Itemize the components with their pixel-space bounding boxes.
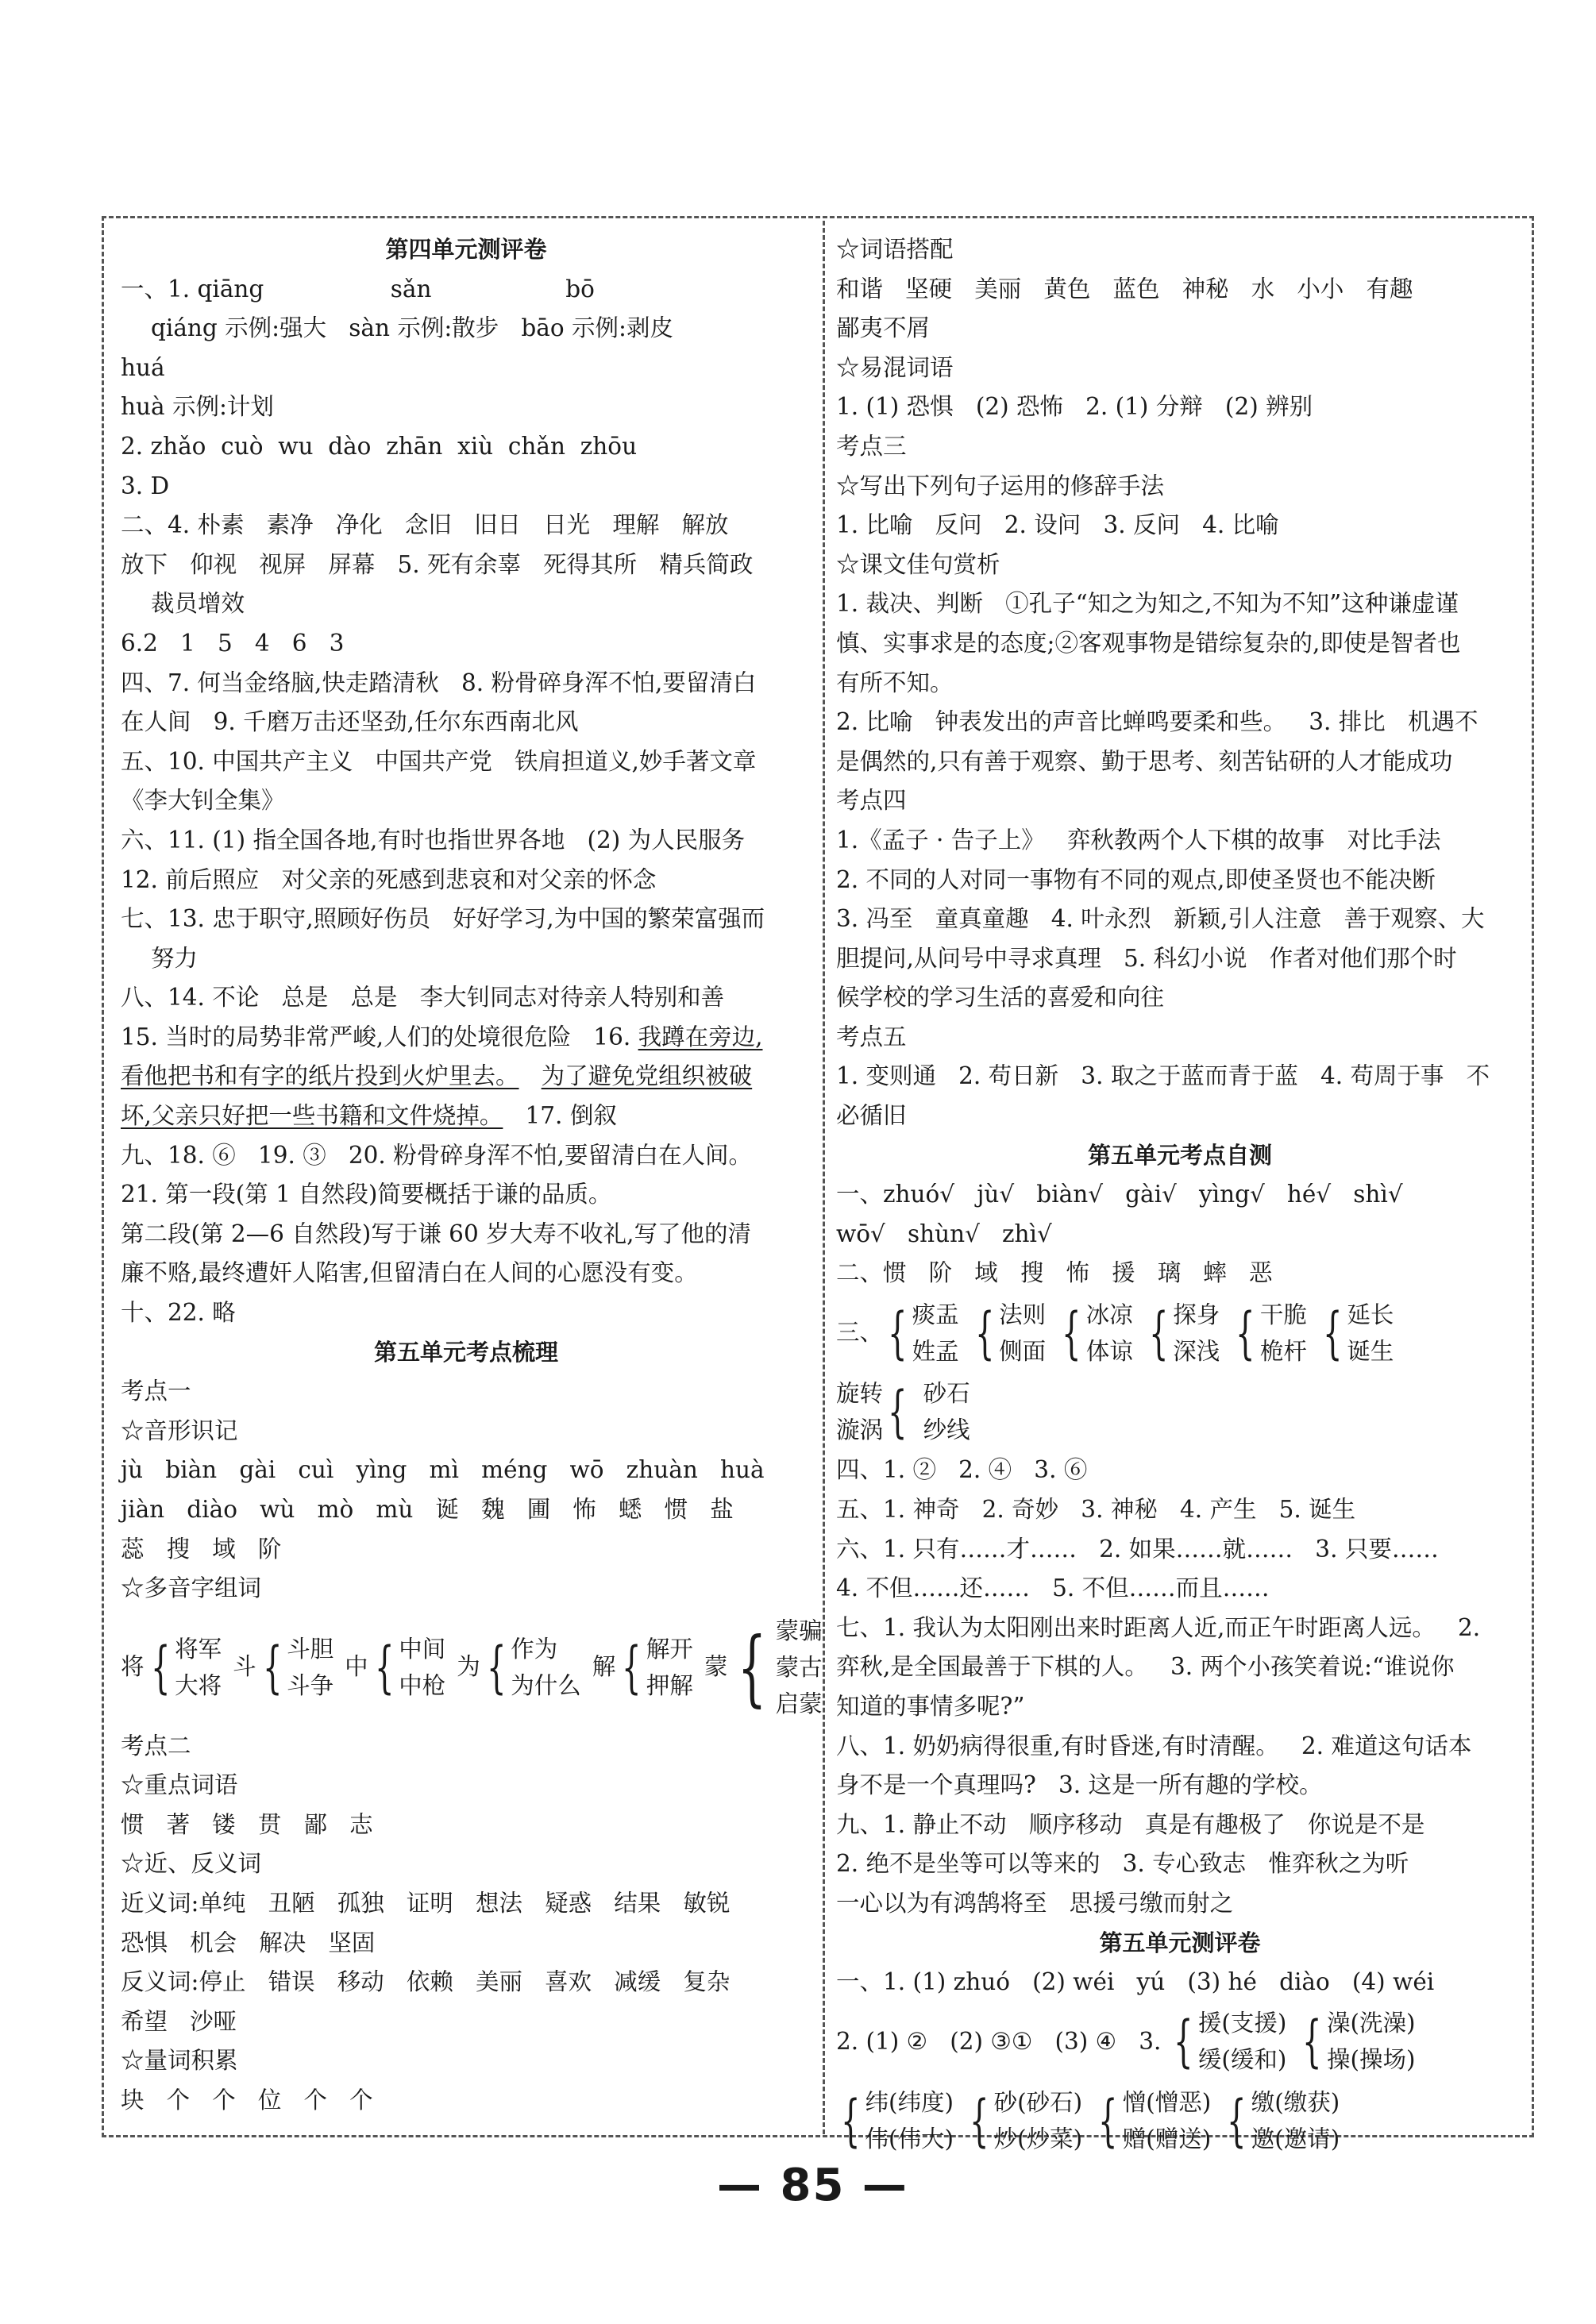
answer-line: 2. 不同的人对同一事物有不同的观点,即使圣贤也不能决断 xyxy=(836,865,1436,893)
answer-line: 考点一 xyxy=(121,1378,191,1405)
brace-icon: { xyxy=(1148,1300,1169,1366)
brace-item: 蒙 { 蒙骗 蒙古 启蒙 xyxy=(704,1617,823,1718)
answer-line: 八、1. 奶奶病得很重,有时昏迷,有时清醒。 2. 难道这句话本 xyxy=(836,1732,1472,1759)
answer-line: 一心以为有鸿鹄将至 思援弓缴而射之 xyxy=(836,1889,1234,1917)
answer-line: 九、1. 静止不动 顺序移动 真是有趣极了 你说是不是 xyxy=(836,1810,1425,1838)
brace-item: { 痰盂 姓孟 xyxy=(883,1297,959,1370)
answer-line: ☆近、反义词 xyxy=(121,1850,262,1878)
answer-line: 考点三 xyxy=(836,432,907,460)
brace-icon: { xyxy=(974,1300,995,1366)
answer-line xyxy=(121,1096,811,1136)
brace-icon: { xyxy=(1227,2087,1247,2153)
answer-line: 五、1. 神奇 2. 奇妙 3. 神秘 4. 产生 5. 诞生 xyxy=(836,1496,1356,1523)
answer-line: 二、惯 阶 域 搜 怖 援 璃 蟀 恶 xyxy=(836,1259,1273,1287)
brace-icon: { xyxy=(1236,1300,1255,1366)
brace-icon: { xyxy=(262,1635,283,1701)
answer-line: 块 个 个 位 个 个 xyxy=(121,2086,373,2114)
brace-item: 解 { 解开 押解 xyxy=(592,1631,693,1704)
answer-line: 2. 比喻 钟表发出的声音比蝉鸣要柔和些。 3. 排比 机遇不 xyxy=(836,708,1478,736)
answer-line: 4. 不但……还…… 5. 不但……而且…… xyxy=(836,1574,1270,1602)
right-column xyxy=(836,230,1524,2160)
brace-item: { 延长 诞生 xyxy=(1318,1297,1394,1370)
answer-line: 七、13. 忠于职守,照顾好伤员 好好学习,为中国的繁荣富强而 xyxy=(121,905,765,933)
brace-icon: { xyxy=(888,1378,908,1444)
answer-text: 17. 倒叙 xyxy=(503,1102,617,1130)
answer-line: 考点二 xyxy=(121,1732,191,1759)
answer-line: 慎、实事求是的态度;②客观事物是错综复杂的,即使是智者也 xyxy=(836,629,1461,657)
brace-item: { 缴(缴获) 邀(邀请) xyxy=(1222,2084,1340,2157)
answer-line: 在人间 9. 千磨万击还坚劲,任尔东西南北风 xyxy=(121,708,579,736)
section-title: 第五单元考点梳理 xyxy=(373,1338,558,1366)
answer-line: 3. D xyxy=(121,472,170,499)
answer-line: 二、4. 朴素 素净 净化 念旧 旧日 日光 理解 解放 xyxy=(121,511,729,539)
answer-line: 恐惧 机会 解决 坚固 xyxy=(121,1929,376,1956)
answer-text xyxy=(519,1062,542,1089)
answer-line: 3. 冯至 童真童趣 4. 叶永烈 新颖,引人注意 善于观察、大 xyxy=(836,905,1485,933)
answer-line: 考点五 xyxy=(836,1023,907,1050)
brace-icon: { xyxy=(1302,2009,1322,2075)
answer-line: ☆音形识记 xyxy=(121,1416,238,1444)
answer-text: 15. 当时的局势非常严峻,人们的处境很危险 16. xyxy=(121,1023,638,1050)
column-divider xyxy=(823,221,825,2134)
answer-line: huá xyxy=(121,353,165,381)
brace-icon: { xyxy=(1062,1300,1081,1366)
underlined-text: 坏,父亲只好把一些书籍和文件烧掉。 xyxy=(121,1102,503,1130)
underlined-text: 为了避免党组织被破 xyxy=(541,1062,753,1090)
answer-line: 四、7. 何当金络脑,快走踏清秋 8. 粉骨碎身浑不怕,要留清白 xyxy=(121,669,757,696)
brace-item: { 法则 侧面 xyxy=(970,1297,1047,1370)
answer-line: ☆词语搭配 xyxy=(836,236,954,263)
brace-icon: { xyxy=(374,1635,395,1701)
answer-line: 蕊 搜 域 阶 xyxy=(121,1535,282,1563)
brace-item: 为 { 作为 为什么 xyxy=(457,1631,581,1704)
char-pair-group xyxy=(836,2081,1524,2160)
answer-line: qiáng 示例:强大 sàn 示例:散步 bāo 示例:剥皮 xyxy=(151,314,673,342)
brace-icon: { xyxy=(1322,1300,1343,1366)
answer-line: 六、11. (1) 指全国各地,有时也指世界各地 (2) 为人民服务 xyxy=(121,826,746,854)
answer-line: 近义词:单纯 丑陋 孤独 证明 想法 疑惑 结果 敏锐 xyxy=(121,1889,731,1917)
answer-line: 12. 前后照应 对父亲的死感到悲哀和对父亲的怀念 xyxy=(121,865,657,893)
answer-line: ☆重点词语 xyxy=(121,1771,238,1799)
brace-item: 中 { 中间 中枪 xyxy=(345,1631,445,1704)
answer-line: 知道的事情多呢?” xyxy=(836,1692,1025,1720)
answer-line: huà 示例:计划 xyxy=(121,393,274,421)
char-pair-group: 2. (1) ② (2) ③① (3) ④ 3. { 援(支援) 缓(缓和) { 澡(洗澡) 操(操场) xyxy=(836,2002,1524,2081)
answer-line: 八、14. 不论 总是 总是 李大钊同志对待亲人特别和善 xyxy=(121,984,725,1012)
brace-icon: { xyxy=(1098,2087,1118,2153)
answer-line: wō√ shùn√ zhì√ xyxy=(836,1220,1052,1247)
answer-line: 希望 沙哑 xyxy=(121,2007,237,2035)
answer-line: 2. zhǎo cuò wu dào zhān xiù chǎn zhōu xyxy=(121,432,638,460)
answer-line: 弈秋,是全国最善于下棋的人。 3. 两个小孩笑着说:“谁说你 xyxy=(836,1653,1455,1681)
answer-line xyxy=(121,1018,811,1058)
answer-line: ☆写出下列句子运用的修辞手法 xyxy=(836,472,1165,499)
word-pair-group: 三、 { 痰盂 姓孟 { 法则 侧面 { 冰凉 体谅 { 探身 深浅 { 干脆 桅杆 { 延长 诞生 xyxy=(836,1293,1524,1372)
underlined-text: 我蹲在旁边, xyxy=(638,1023,763,1050)
answer-line: 廉不赂,最终遭奸人陷害,但留清白在人间的心愿没有变。 xyxy=(121,1259,698,1287)
brace-item: { 探身 深浅 xyxy=(1144,1297,1220,1370)
answer-line: 第二段(第 2—6 自然段)写于谦 60 岁大寿不收礼,写了他的清 xyxy=(121,1220,751,1247)
section-title: 第四单元测评卷 xyxy=(385,236,547,263)
answer-line: jù biàn gài cuì yìng mì méng wō zhuàn huà xyxy=(121,1456,765,1484)
answer-line: 胆提问,从问号中寻求真理 5. 科幻小说 作者对他们那个时 xyxy=(836,944,1457,972)
word-pair-group xyxy=(836,1372,1524,1451)
brace-item: { 砂(砂石) 炒(炒菜) xyxy=(965,2084,1082,2157)
answer-line: 1. 裁决、判断 ①孔子“知之为知之,不知为不知”这种谦虚谨 xyxy=(836,590,1459,618)
answer-line: 考点四 xyxy=(836,787,907,815)
answer-line xyxy=(121,1057,811,1096)
brace-item: { 纬(纬度) 伟(伟大) xyxy=(836,2084,954,2157)
answer-line: 和谐 坚硬 美丽 黄色 蓝色 神秘 水 小小 有趣 xyxy=(836,275,1413,303)
answer-line: ☆多音字组词 xyxy=(121,1574,262,1602)
answer-line: 惯 著 镂 贯 鄙 志 xyxy=(121,1810,373,1838)
answer-line: 1.《孟子 · 告子上》 弈秋教两个人下棋的故事 对比手法 xyxy=(836,826,1441,854)
answer-line: 1. (1) 恐惧 (2) 恐怖 2. (1) 分辩 (2) 辨别 xyxy=(836,393,1313,421)
answer-line: 1. 变则通 2. 苟日新 3. 取之于蓝而青于蓝 4. 苟周于事 不 xyxy=(836,1062,1490,1090)
polyphone-group xyxy=(121,1609,823,1727)
brace-icon: { xyxy=(888,1300,908,1366)
brace-icon: { xyxy=(622,1635,642,1701)
brace-icon: { xyxy=(970,2087,989,2153)
answer-line: 一、zhuó√ jù√ biàn√ gài√ yìng√ hé√ shì√ xyxy=(836,1181,1403,1208)
brace-item: 将 { 将军 大将 xyxy=(121,1631,222,1704)
answer-line: 裁员增效 xyxy=(151,590,245,618)
answer-line: 身不是一个真理吗? 3. 这是一所有趣的学校。 xyxy=(836,1771,1323,1799)
answer-line: ☆易混词语 xyxy=(836,353,954,381)
answer-line: 是偶然的,只有善于观察、勤于思考、刻苦钻研的人才能成功 xyxy=(836,747,1453,775)
answer-line: ☆量词积累 xyxy=(121,2047,238,2075)
brace-icon: { xyxy=(738,1619,767,1717)
answer-line: jiàn diào wù mò mù 诞 魏 圃 怖 蟋 惯 盐 xyxy=(121,1496,734,1523)
answer-line: 九、18. ⑥ 19. ③ 20. 粉骨碎身浑不怕,要留清白在人间。 xyxy=(121,1141,753,1169)
brace-item: { 澡(洗澡) 操(操场) xyxy=(1297,2005,1415,2078)
brace-item: 斗 { 斗胆 斗争 xyxy=(233,1631,333,1704)
brace-icon: { xyxy=(1174,2009,1193,2075)
answer-line: 《李大钊全集》 xyxy=(121,787,285,815)
section-title: 第五单元测评卷 xyxy=(1099,1929,1261,1956)
answer-line: 1. 比喻 反问 2. 设问 3. 反问 4. 比喻 xyxy=(836,511,1279,539)
answer-line: 反义词:停止 错误 移动 依赖 美丽 喜欢 减缓 复杂 xyxy=(121,1968,731,1996)
answer-line: 六、1. 只有……才…… 2. 如果……就…… 3. 只要…… xyxy=(836,1535,1439,1563)
brace-icon: { xyxy=(150,1635,171,1701)
answer-line: 鄙夷不屑 xyxy=(836,314,931,342)
answer-line: 候学校的学习生活的喜爱和向往 xyxy=(836,984,1165,1012)
answer-line: 2. 绝不是坐等可以等来的 3. 专心致志 惟弈秋之为听 xyxy=(836,1850,1409,1878)
answer-line: 21. 第一段(第 1 自然段)简要概括于谦的品质。 xyxy=(121,1181,612,1208)
brace-item: { 干脆 桅杆 xyxy=(1231,1297,1307,1370)
brace-item: 砂石 纱线 xyxy=(923,1379,970,1443)
brace-icon: { xyxy=(486,1635,507,1701)
answer-line: 七、1. 我认为太阳刚出来时距离人近,而正午时距离人远。 2. xyxy=(836,1613,1481,1641)
answer-line: 必循旧 xyxy=(836,1102,907,1130)
brace-item: { 冰凉 体谅 xyxy=(1057,1297,1133,1370)
answer-line: 努力 xyxy=(151,944,199,972)
page-number: — 85 — xyxy=(717,2160,908,2211)
answer-line: 一、1. (1) zhuó (2) wéi yú (3) hé diào (4) wéi xyxy=(836,1968,1435,1996)
answer-line: 放下 仰视 视屏 屏幕 5. 死有余辜 死得其所 精兵简政 xyxy=(121,550,754,578)
left-column xyxy=(121,230,823,2121)
answer-line: 十、22. 略 xyxy=(121,1299,236,1327)
answer-line: 四、1. ② 2. ④ 3. ⑥ xyxy=(836,1456,1088,1484)
answer-line: 一、1. qiāng sǎn bō xyxy=(121,275,595,303)
section-title: 第五单元考点自测 xyxy=(1087,1141,1272,1169)
answer-line: 有所不知。 xyxy=(836,669,954,696)
answer-line: 五、10. 中国共产主义 中国共产党 铁肩担道义,妙手著文章 xyxy=(121,747,757,775)
brace-item: 旋转 漩涡 { xyxy=(836,1375,912,1448)
brace-icon: { xyxy=(841,2087,861,2153)
brace-item: { 援(支援) 缓(缓和) xyxy=(1169,2005,1286,2078)
brace-item: { 憎(憎恶) 赠(赠送) xyxy=(1093,2084,1211,2157)
answer-line: ☆课文佳句赏析 xyxy=(836,550,1000,578)
underlined-text: 看他把书和有字的纸片投到火炉里去。 xyxy=(121,1062,519,1090)
answer-line: 6.2 1 5 4 6 3 xyxy=(121,629,345,657)
